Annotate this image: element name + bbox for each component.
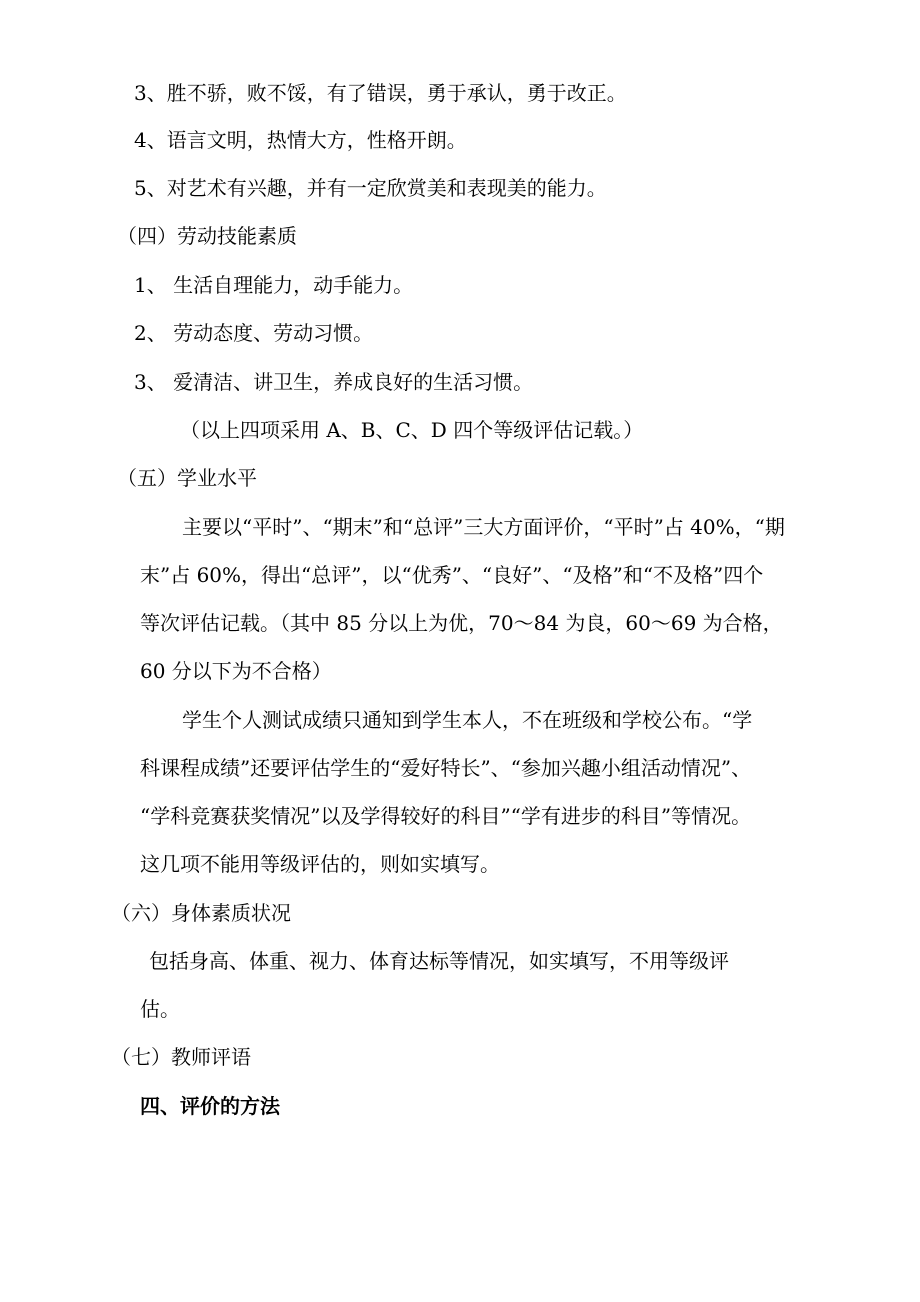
academic-paragraph-1-line-1: 主要以“平时”、“期末”和“总评”三大方面评价，“平时”占 40%，“期: [182, 515, 785, 539]
moral-item-4: 4、语言文明，热情大方，性格开朗。: [134, 128, 467, 152]
chapter-heading-evaluation-method: 四、评价的方法: [140, 1094, 280, 1118]
labor-item-3: 3、 爱清洁、讲卫生，养成良好的生活习惯。: [134, 370, 534, 394]
section-heading-physical: （六）身体素质状况: [111, 901, 291, 925]
moral-item-3: 3、胜不骄，败不馁，有了错误，勇于承认，勇于改正。: [134, 81, 627, 105]
academic-paragraph-1-line-3: 等次评估记载。（其中 85 分以上为优，70～84 为良，60～69 为合格，: [140, 611, 783, 635]
section-heading-teacher-comments: （七）教师评语: [111, 1045, 251, 1069]
physical-paragraph-line-2: 估。: [140, 997, 180, 1021]
academic-paragraph-2-line-1: 学生个人测试成绩只通知到学生本人，不在班级和学校公布。“学: [182, 708, 753, 732]
academic-paragraph-2-line-3: “学科竞赛获奖情况”以及学得较好的科目”“学有进步的科目”等情况。: [140, 804, 752, 828]
labor-item-2: 2、 劳动态度、劳动习惯。: [134, 321, 374, 345]
physical-paragraph-line-1: 包括身高、体重、视力、体育达标等情况，如实填写，不用等级评: [149, 949, 729, 973]
academic-paragraph-1-line-4: 60 分以下为不合格）: [140, 659, 332, 683]
academic-paragraph-1-line-2: 末”占 60%，得出“总评”，以“优秀”、“良好”、“及格”和“不及格”四个: [140, 563, 764, 587]
academic-paragraph-2-line-4: 这几项不能用等级评估的，则如实填写。: [140, 852, 500, 876]
labor-item-1: 1、 生活自理能力，动手能力。: [134, 273, 414, 297]
section-heading-academic: （五）学业水平: [117, 466, 257, 490]
grading-note: （以上四项采用 A、B、C、D 四个等级评估记载。）: [180, 418, 644, 442]
moral-item-5: 5、对艺术有兴趣，并有一定欣赏美和表现美的能力。: [134, 176, 607, 200]
academic-paragraph-2-line-2: 科课程成绩”还要评估学生的“爱好特长”、“参加兴趣小组活动情况”、: [140, 756, 752, 780]
section-heading-labor: （四）劳动技能素质: [117, 224, 297, 248]
